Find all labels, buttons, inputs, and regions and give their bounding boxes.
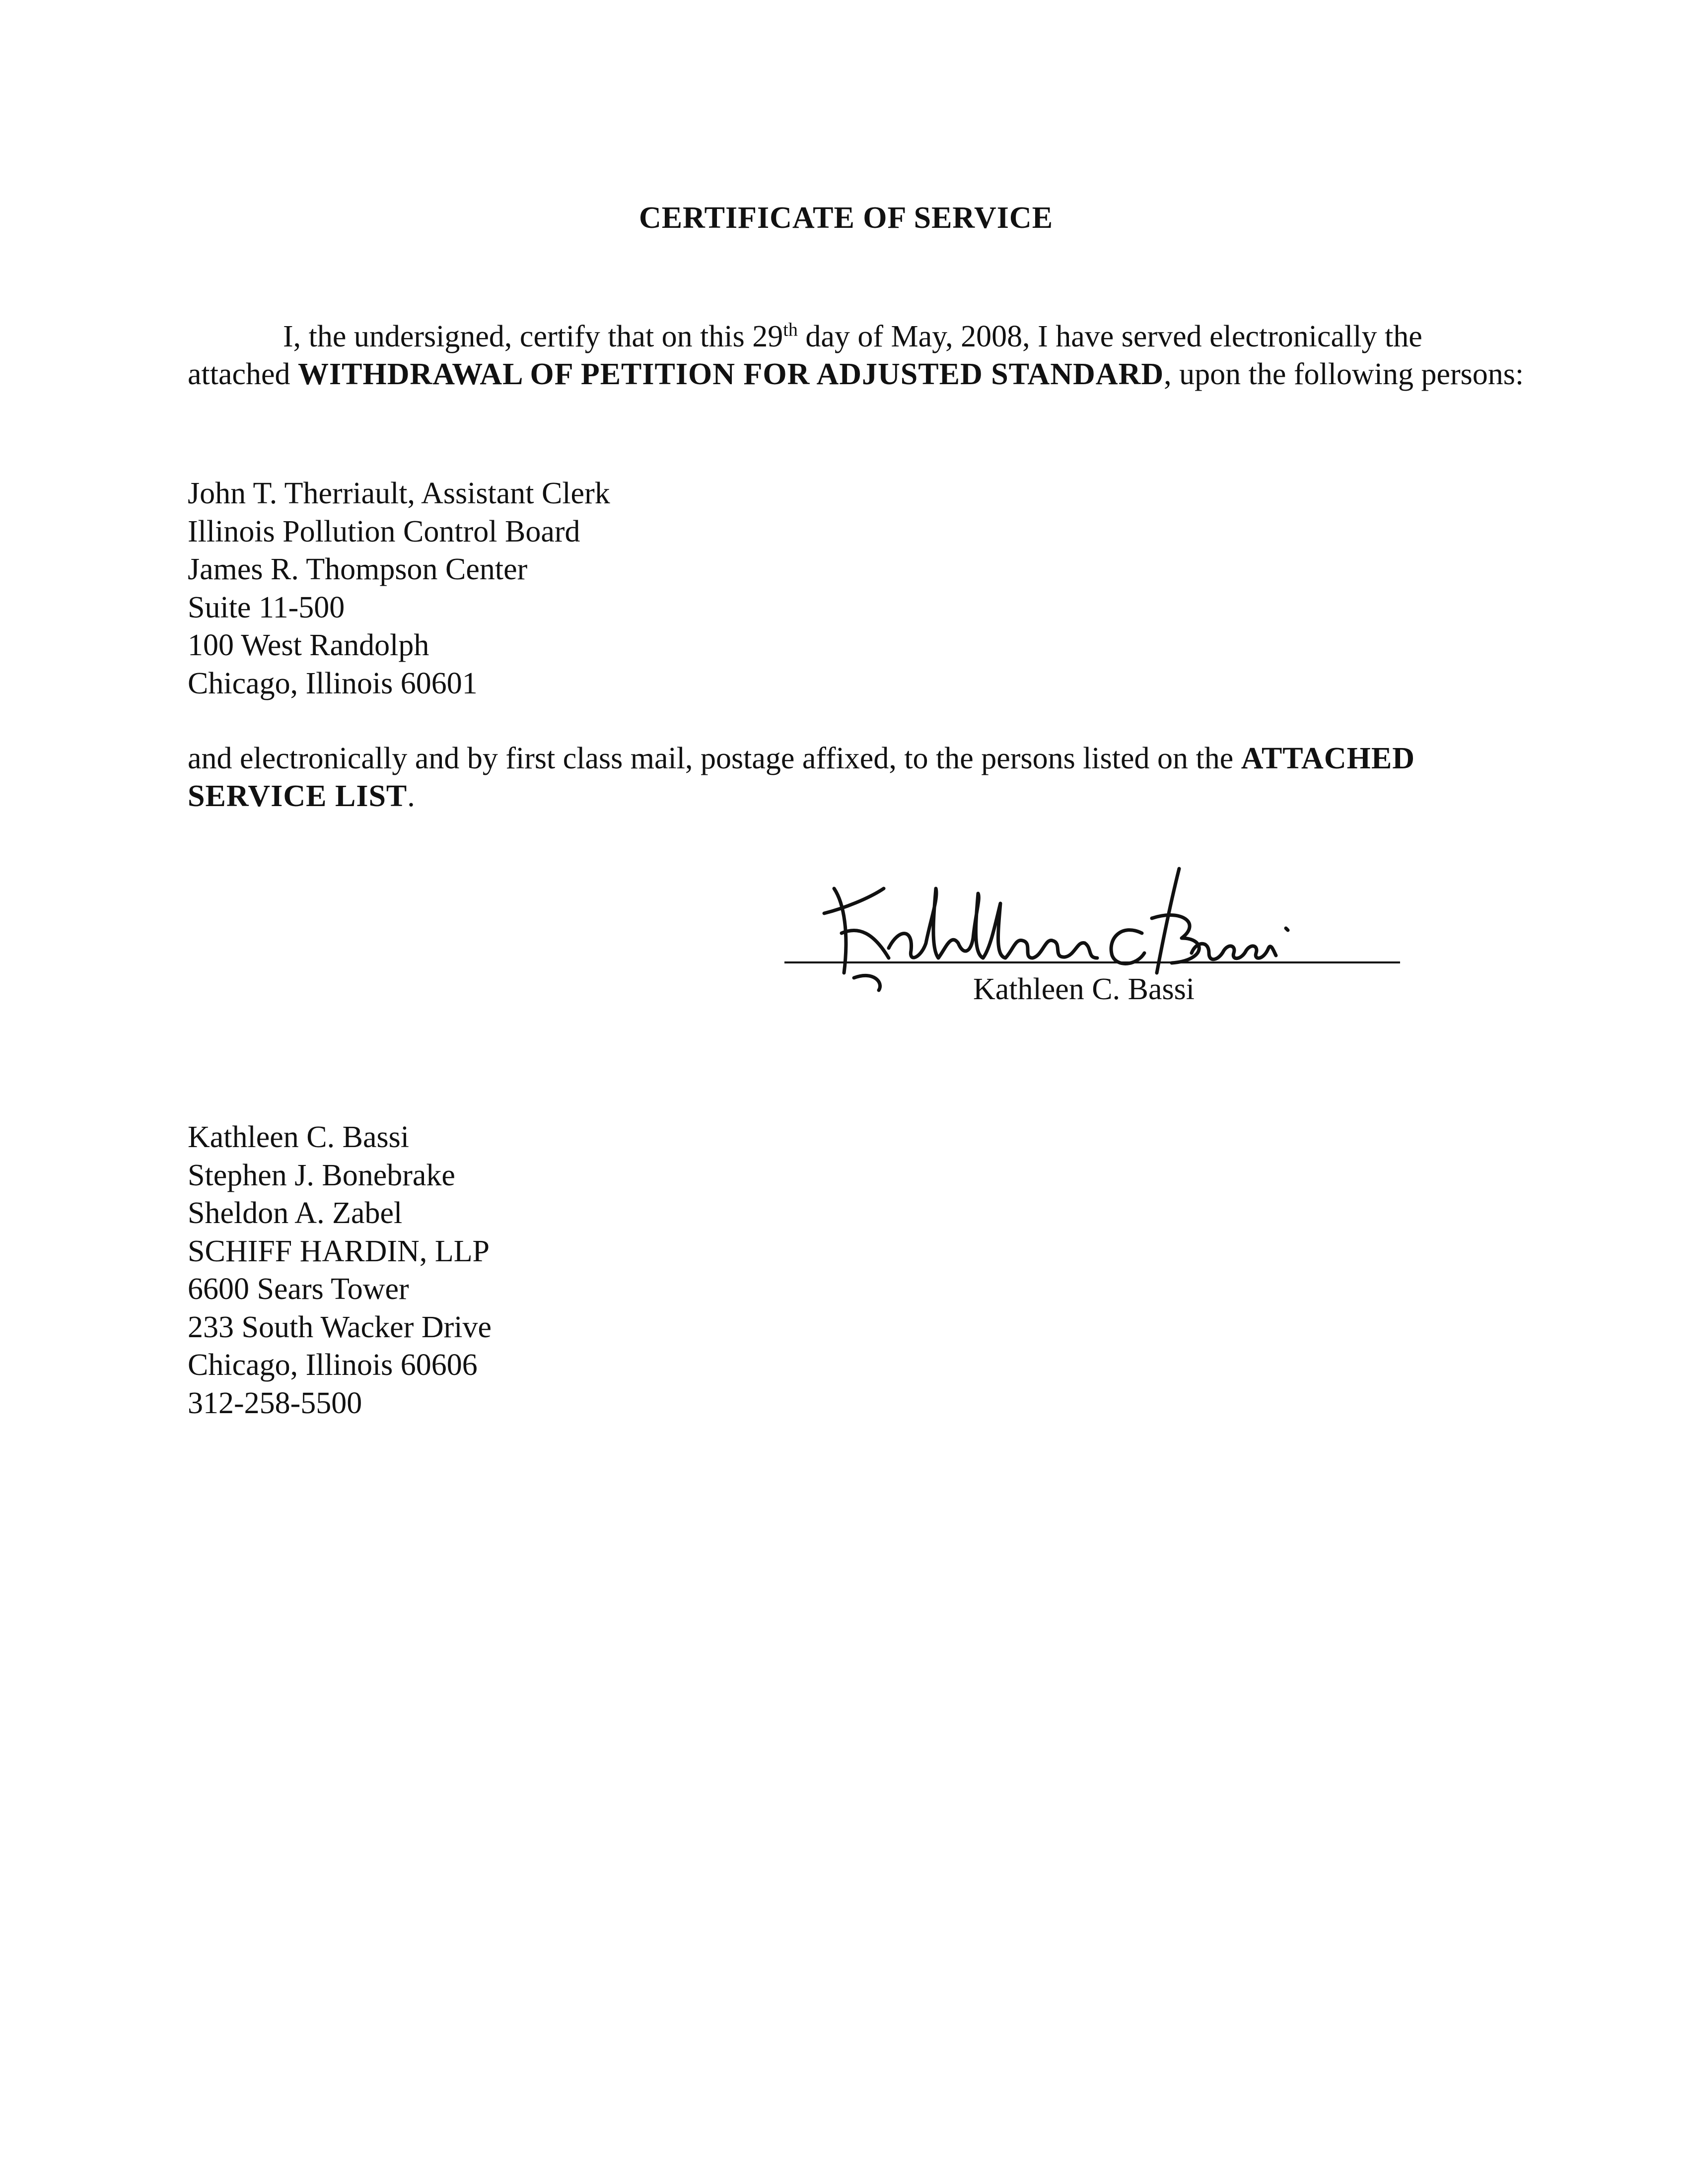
sender-address-line: Stephen J. Bonebrake bbox=[188, 1158, 455, 1192]
recipient-address-line: Chicago, Illinois 60601 bbox=[188, 666, 478, 700]
recipient-address-line: James R. Thompson Center bbox=[188, 552, 528, 586]
sender-address-line: 6600 Sears Tower bbox=[188, 1272, 409, 1306]
sender-address-block bbox=[188, 1118, 492, 1422]
certification-text-b: day of May, 2008, I have served electronically the attached bbox=[188, 320, 1422, 391]
signature-line bbox=[784, 961, 1400, 963]
recipient-address-line: Suite 11-500 bbox=[188, 590, 345, 624]
date-ordinal-suffix: th bbox=[783, 319, 798, 341]
sender-address-line: Chicago, Illinois 60606 bbox=[188, 1348, 478, 1382]
sender-address-line: SCHIFF HARDIN, LLP bbox=[188, 1234, 490, 1268]
sender-address-line: Kathleen C. Bassi bbox=[188, 1120, 409, 1154]
signer-name: Kathleen C. Bassi bbox=[973, 972, 1195, 1006]
certification-text-c: , upon the following persons: bbox=[1164, 357, 1524, 391]
certification-paragraph bbox=[188, 318, 1528, 393]
recipient-address-block bbox=[188, 475, 610, 702]
service-list-period: . bbox=[407, 779, 415, 813]
sender-address-line: Sheldon A. Zabel bbox=[188, 1196, 403, 1230]
document-title: CERTIFICATE OF SERVICE bbox=[638, 201, 1054, 235]
service-list-reference: ATTACHED SERVICE LIST bbox=[188, 742, 1415, 813]
recipient-address-line: Illinois Pollution Control Board bbox=[188, 514, 580, 548]
recipient-address-line: 100 West Randolph bbox=[188, 628, 429, 662]
sender-address-line: 233 South Wacker Drive bbox=[188, 1310, 492, 1344]
attached-document-name: WITHDRAWAL OF PETITION FOR ADJUSTED STANDARD bbox=[298, 357, 1164, 391]
sender-phone: 312-258-5500 bbox=[188, 1386, 362, 1420]
certification-text-a: I, the undersigned, certify that on this 29 bbox=[283, 320, 783, 353]
service-list-paragraph bbox=[188, 740, 1528, 815]
recipient-address-line: John T. Therriault, Assistant Clerk bbox=[188, 477, 610, 510]
service-list-text: and electronically and by first class mail, postage affixed, to the persons listed on the bbox=[188, 742, 1241, 775]
